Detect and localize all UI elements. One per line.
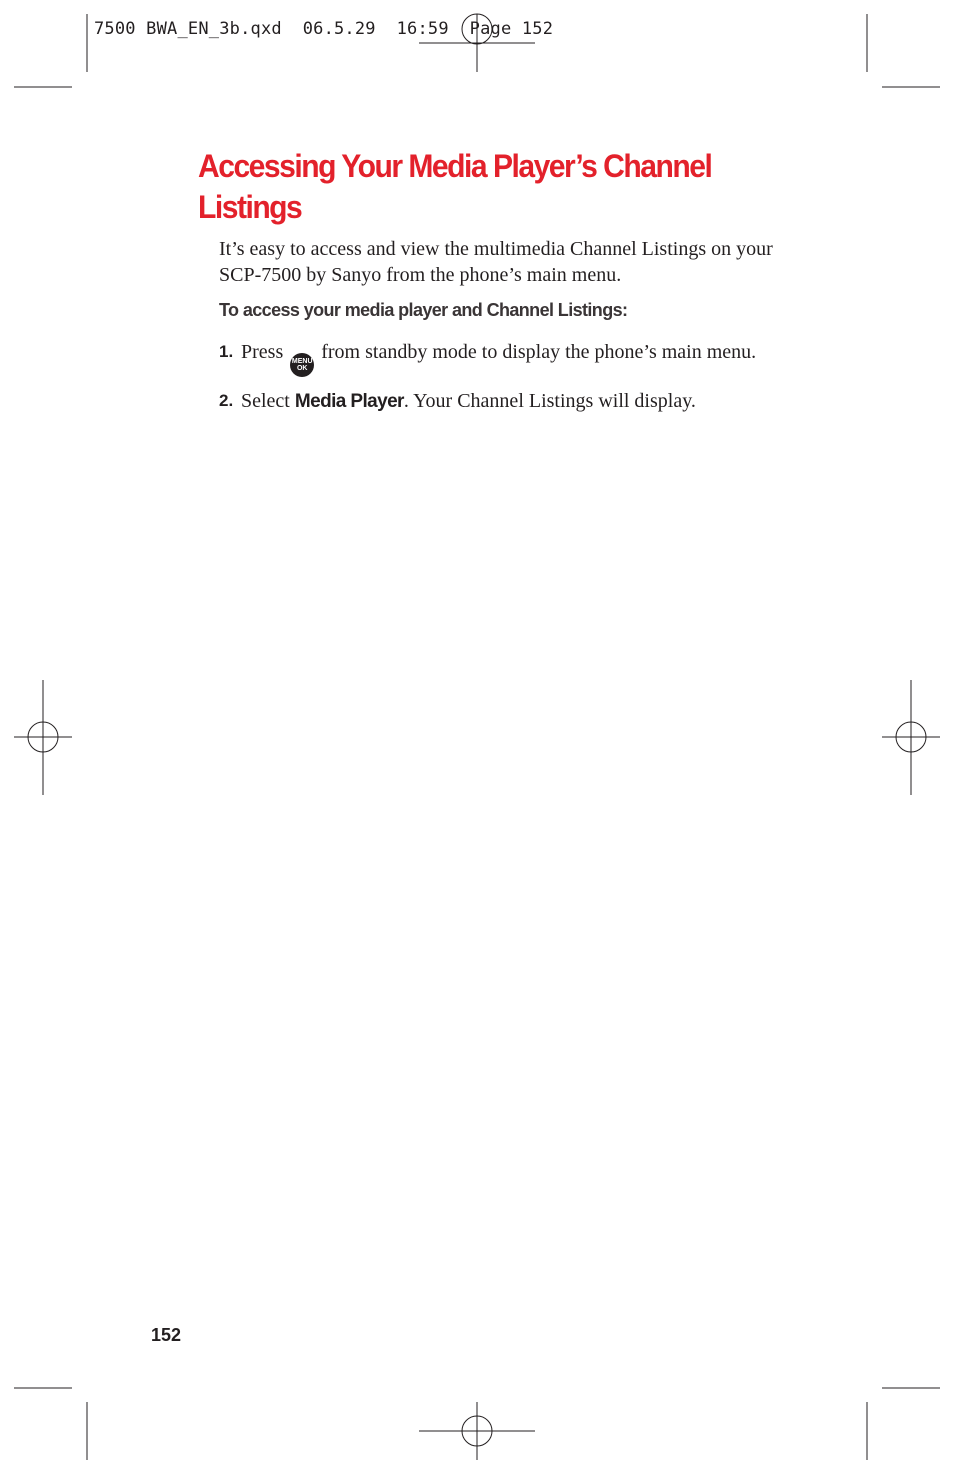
step-2 bbox=[219, 387, 789, 416]
procedure-heading: To access your media player and Channel Listings: bbox=[219, 300, 628, 320]
step-text-after: . Your Channel Listings will display. bbox=[403, 390, 696, 412]
print-slug-line: 7500 BWA_EN_3b.qxd 06.5.29 16:59 Page 152 bbox=[94, 19, 554, 39]
step-number: 2. bbox=[219, 391, 234, 410]
step-1 bbox=[219, 338, 789, 377]
step-text-after: from standby mode to display the phone’s main menu. bbox=[321, 341, 757, 363]
page-title: Accessing Your Media Player’s Channel Listings bbox=[198, 148, 712, 225]
step-text-before: Select bbox=[241, 390, 290, 412]
step-number: 1. bbox=[219, 342, 234, 361]
menu-term-media-player: Media Player bbox=[294, 391, 404, 412]
page-number: 152 bbox=[151, 1325, 182, 1345]
intro-paragraph: It’s easy to access and view the multimedia Channel Listings on your SCP-7500 by Sanyo from the phone’s main menu. bbox=[219, 238, 773, 286]
step-list bbox=[219, 338, 789, 416]
step-text-before: Press bbox=[241, 341, 284, 363]
menu-ok-key-icon: MENU OK bbox=[290, 353, 314, 377]
